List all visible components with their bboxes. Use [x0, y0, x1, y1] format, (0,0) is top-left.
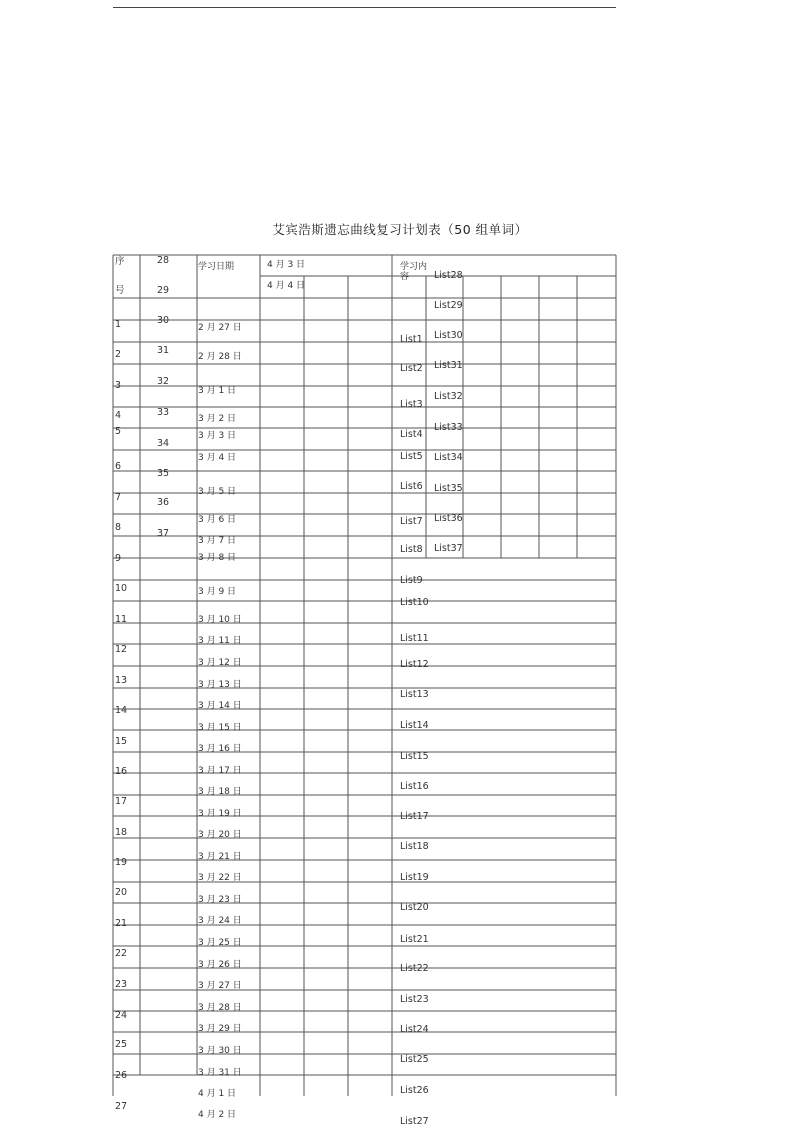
page-title: 艾宾浩斯遗忘曲线复习计划表（50 组单词） [272, 222, 528, 237]
seq-number: 27 [115, 1101, 128, 1112]
content-header-top: 学习内 [400, 262, 428, 272]
seq-number: 16 [115, 766, 128, 777]
seq-number: 6 [115, 461, 122, 472]
second-seq-number: 37 [157, 528, 170, 539]
seq-header-bottom: 号 [115, 285, 125, 296]
list-label: List24 [400, 1024, 429, 1035]
list-label-second: List36 [434, 513, 463, 524]
seq-number: 26 [115, 1070, 128, 1081]
study-date: 3 月 18 日 [198, 787, 242, 797]
list-label: List18 [400, 841, 429, 852]
seq-number: 11 [115, 614, 128, 625]
list-label: List16 [400, 781, 429, 792]
study-date: 3 月 22 日 [198, 873, 242, 883]
study-date-header: 学习日期 [198, 262, 235, 272]
study-date: 3 月 29 日 [198, 1024, 242, 1034]
seq-number: 10 [115, 583, 128, 594]
study-date: 3 月 3 日 [198, 431, 237, 441]
study-date: 4 月 2 日 [198, 1110, 237, 1120]
study-date: 3 月 20 日 [198, 830, 242, 840]
study-date: 3 月 2 日 [198, 414, 237, 424]
list-label-second: List31 [434, 360, 463, 371]
seq-number: 14 [115, 705, 128, 716]
list-label: List7 [400, 516, 423, 527]
list-label: List3 [400, 399, 423, 410]
seq-number: 8 [115, 522, 122, 533]
list-label: List17 [400, 811, 429, 822]
second-seq-number: 28 [157, 255, 170, 266]
study-date: 3 月 10 日 [198, 615, 242, 625]
study-date: 3 月 1 日 [198, 386, 237, 396]
list-label: List26 [400, 1085, 429, 1096]
study-date: 2 月 27 日 [198, 323, 242, 333]
seq-number: 20 [115, 887, 128, 898]
seq-number: 19 [115, 857, 128, 868]
second-seq-number: 35 [157, 468, 170, 479]
second-seq-number: 36 [157, 497, 170, 508]
study-date: 3 月 30 日 [198, 1046, 242, 1056]
list-label: List9 [400, 575, 423, 586]
list-label-second: List33 [434, 422, 463, 433]
list-label: List5 [400, 451, 423, 462]
seq-header-top: 序 [115, 256, 125, 267]
second-seq-number: 32 [157, 376, 170, 387]
study-date: 2 月 28 日 [198, 352, 242, 362]
list-label-second: List37 [434, 543, 463, 554]
list-label: List1 [400, 334, 423, 345]
list-label: List22 [400, 963, 429, 974]
list-label: List21 [400, 934, 429, 945]
seq-number: 5 [115, 426, 122, 437]
seq-number: 23 [115, 979, 128, 990]
study-date: 3 月 21 日 [198, 852, 242, 862]
seq-number: 2 [115, 349, 122, 360]
study-date: 3 月 5 日 [198, 487, 237, 497]
study-date: 3 月 31 日 [198, 1068, 242, 1078]
list-label-second: List30 [434, 330, 463, 341]
list-label-second: List32 [434, 391, 463, 402]
second-seq-number: 31 [157, 345, 170, 356]
seq-number: 9 [115, 553, 122, 564]
study-date: 3 月 28 日 [198, 1003, 242, 1013]
list-label-second: List35 [434, 483, 463, 494]
study-date: 3 月 6 日 [198, 515, 237, 525]
study-date: 3 月 8 日 [198, 553, 237, 563]
second-seq-number: 29 [157, 285, 170, 296]
seq-number: 4 [115, 410, 122, 421]
list-label: List4 [400, 429, 423, 440]
seq-number: 7 [115, 492, 122, 503]
extra-date-header-2: 4 月 4 日 [267, 281, 306, 291]
list-label-second: List29 [434, 300, 463, 311]
seq-number: 25 [115, 1039, 128, 1050]
study-date: 3 月 4 日 [198, 453, 237, 463]
study-date: 3 月 19 日 [198, 809, 242, 819]
content-header-bottom: 容 [400, 272, 410, 282]
list-label: List19 [400, 872, 429, 883]
seq-number: 24 [115, 1010, 128, 1021]
study-date: 3 月 16 日 [198, 744, 242, 754]
list-label-second: List34 [434, 452, 463, 463]
seq-number: 3 [115, 380, 122, 391]
study-date: 3 月 7 日 [198, 536, 237, 546]
seq-number: 18 [115, 827, 128, 838]
study-date: 3 月 13 日 [198, 680, 242, 690]
study-date: 3 月 27 日 [198, 981, 242, 991]
list-label: List12 [400, 659, 429, 670]
list-label: List13 [400, 689, 429, 700]
study-date: 3 月 12 日 [198, 658, 242, 668]
extra-date-header-1: 4 月 3 日 [267, 260, 306, 270]
seq-number: 13 [115, 675, 128, 686]
seq-number: 17 [115, 796, 128, 807]
study-date: 4 月 1 日 [198, 1089, 237, 1099]
top-rule [113, 7, 616, 8]
list-label: List8 [400, 544, 423, 555]
seq-number: 12 [115, 644, 128, 655]
second-seq-number: 30 [157, 315, 170, 326]
second-seq-number: 34 [157, 438, 170, 449]
list-label: List6 [400, 481, 423, 492]
list-label: List27 [400, 1116, 429, 1127]
list-label: List11 [400, 633, 429, 644]
seq-number: 22 [115, 948, 128, 959]
seq-number: 21 [115, 918, 128, 929]
study-date: 3 月 23 日 [198, 895, 242, 905]
list-label: List15 [400, 751, 429, 762]
study-date: 3 月 25 日 [198, 938, 242, 948]
study-date: 3 月 9 日 [198, 587, 237, 597]
list-label: List25 [400, 1054, 429, 1065]
study-date: 3 月 17 日 [198, 766, 242, 776]
seq-number: 1 [115, 319, 122, 330]
list-label: List10 [400, 597, 429, 608]
seq-number: 15 [115, 736, 128, 747]
list-label: List14 [400, 720, 429, 731]
second-seq-number: 33 [157, 407, 170, 418]
study-date: 3 月 26 日 [198, 960, 242, 970]
list-label: List20 [400, 902, 429, 913]
list-label-second: List28 [434, 270, 463, 281]
list-label: List2 [400, 363, 423, 374]
study-date: 3 月 15 日 [198, 723, 242, 733]
study-date: 3 月 14 日 [198, 701, 242, 711]
study-date: 3 月 11 日 [198, 636, 242, 646]
study-date: 3 月 24 日 [198, 916, 242, 926]
list-label: List23 [400, 994, 429, 1005]
